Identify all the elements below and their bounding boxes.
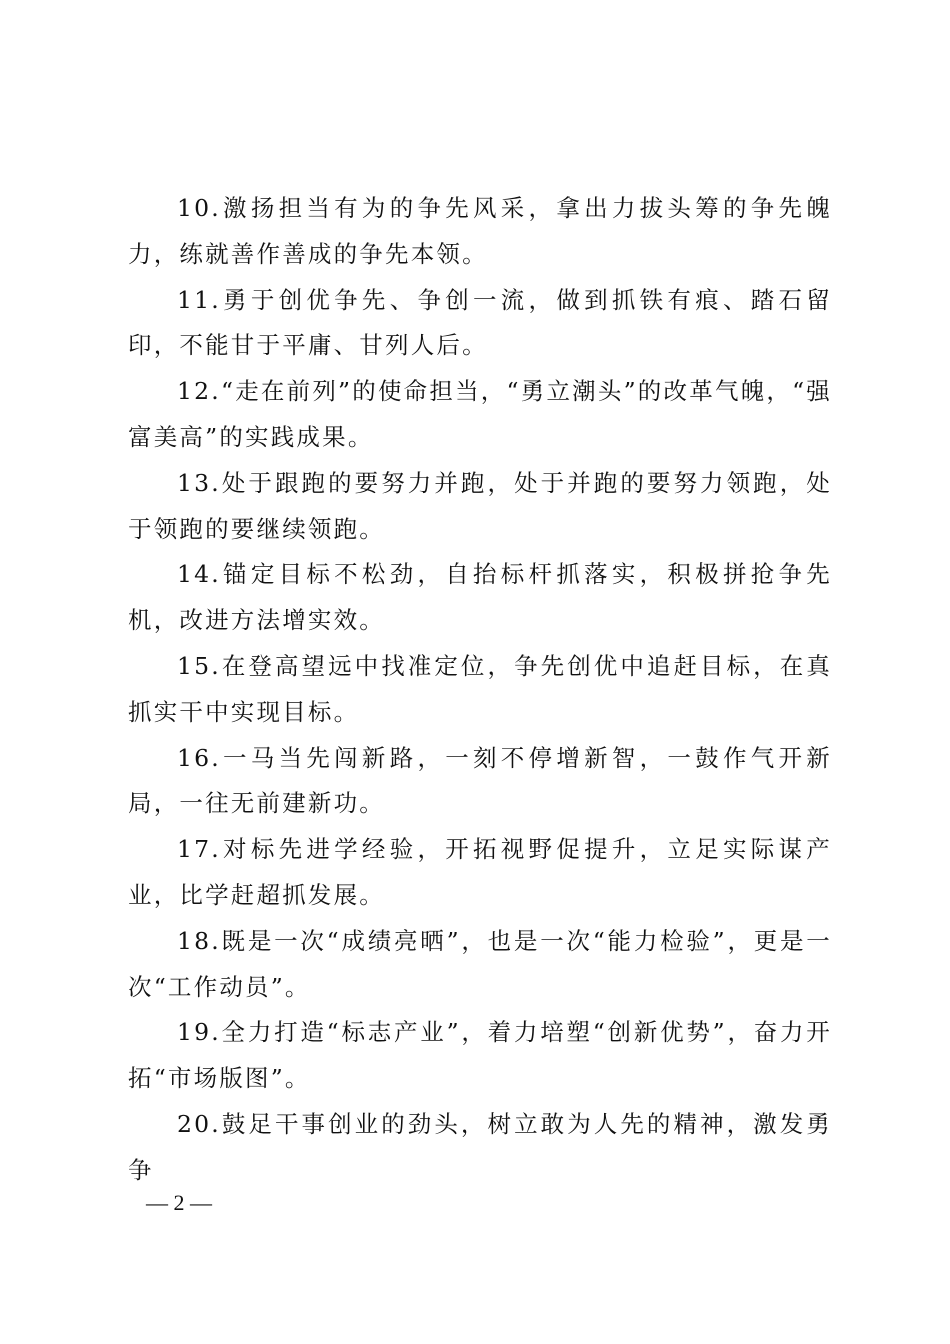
paragraph-13: 13.处于跟跑的要努力并跑，处于并跑的要努力领跑，处于领跑的要继续领跑。 xyxy=(128,468,832,543)
paragraph-10: 10.激扬担当有为的争先风采，拿出力拔头筹的争先魄力，练就善作善成的争先本领。 xyxy=(128,194,832,268)
paragraph-17: 17.对标先进学经验，开拓视野促提升，立足实际谋产业，比学赶超抓发展。 xyxy=(128,835,832,909)
paragraph-12: 12.“走在前列”的使命担当，“勇立潮头”的改革气魄，“强富美高”的实践成果。 xyxy=(128,377,832,451)
paragraph-18: 18.既是一次“成绩亮晒”，也是一次“能力检验”，更是一次“工作动员”。 xyxy=(128,926,832,1001)
paragraph-11: 11.勇于创优争先、争创一流，做到抓铁有痕、踏石留印，不能甘于平庸、甘列人后。 xyxy=(128,285,832,360)
paragraph-20: 20.鼓足干事创业的劲头，树立敢为人先的精神，激发勇争 xyxy=(128,1109,832,1184)
paragraph-15: 15.在登高望远中找准定位，争先创优中追赶目标，在真抓实干中实现目标。 xyxy=(128,651,832,726)
document-body xyxy=(128,186,832,1194)
page-number: — 2 — xyxy=(146,1190,212,1215)
paragraph-19: 19.全力打造“标志产业”，着力培塑“创新优势”，奋力开拓“市场版图”。 xyxy=(128,1018,832,1093)
paragraph-16: 16.一马当先闯新路，一刻不停增新智，一鼓作气开新局，一往无前建新功。 xyxy=(128,743,832,818)
paragraph-14: 14.锚定目标不松劲，自抬标杆抓落实，积极拼抢争先机，改进方法增实效。 xyxy=(128,560,832,635)
